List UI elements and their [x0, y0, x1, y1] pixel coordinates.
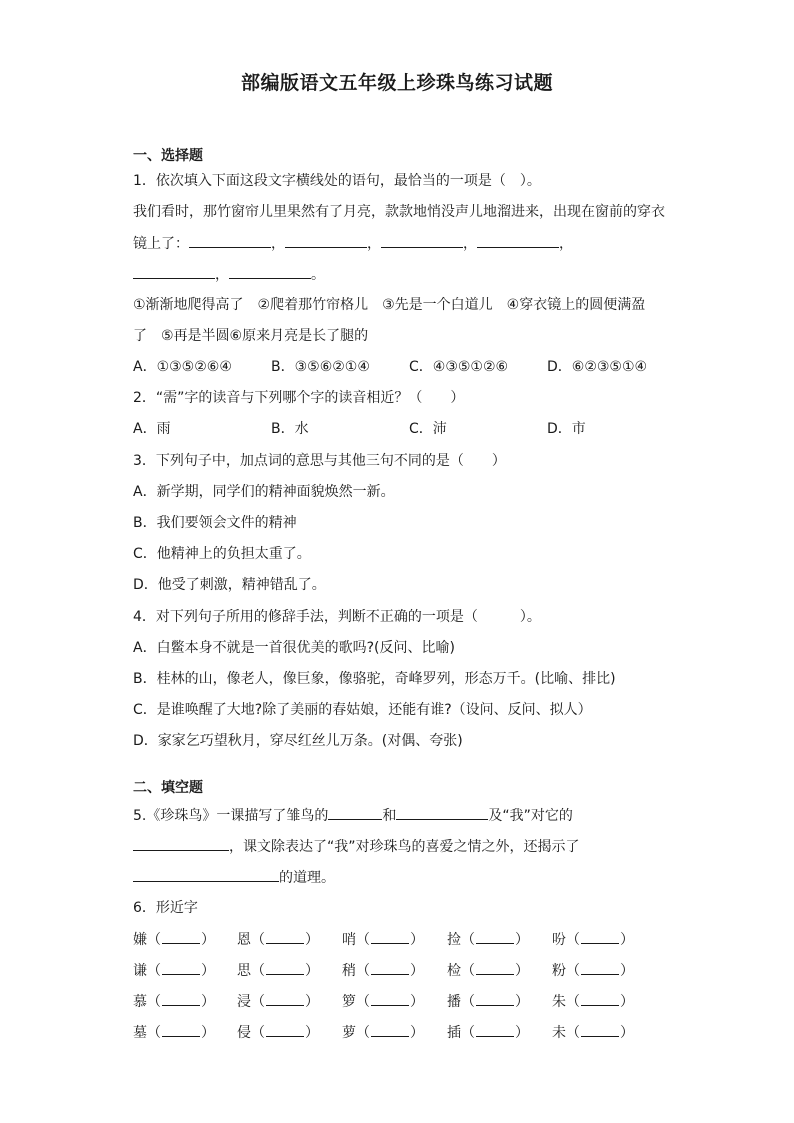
char-label: 谦	[133, 963, 147, 979]
pinyin-blank[interactable]	[162, 991, 200, 1006]
pinyin-blank[interactable]	[581, 960, 619, 975]
q1-sentences-line1: ①渐渐地爬得高了 ②爬着那竹帘格儿 ③先是一个白道儿 ④穿衣镜上的圆便满盈	[133, 297, 646, 313]
answer-blank[interactable]	[189, 233, 271, 248]
char-cell: 墓（ ）	[133, 1022, 215, 1043]
char-label: 未	[552, 1025, 566, 1041]
pinyin-blank[interactable]	[581, 991, 619, 1006]
char-label: 浸	[237, 994, 251, 1010]
pinyin-blank[interactable]	[371, 929, 409, 944]
char-cell: 慕（ ）	[133, 991, 215, 1012]
q4-option-b[interactable]: B．桂林的山，像老人，像巨象，像骆驼，奇峰罗列，形态万千。(比喻、排比)	[133, 671, 616, 687]
q4-option-c[interactable]: C．是谁唤醒了大地?除了美丽的春姑娘，还能有谁?（设问、反问、拟人）	[133, 702, 592, 718]
answer-blank[interactable]	[381, 233, 463, 248]
char-label: 吩	[552, 932, 566, 948]
char-label: 插	[447, 1025, 461, 1041]
char-label: 嫌	[133, 932, 147, 948]
char-label: 慕	[133, 994, 147, 1010]
q5-line1: 5.《珍珠鸟》一课描写了雏鸟的 和 及“我”对它的	[133, 805, 573, 826]
q3-option-d[interactable]: D．他受了刺激，精神错乱了。	[133, 577, 326, 593]
q4-option-d[interactable]: D．家家乞巧望秋月，穿尽红丝儿万条。(对偶、夸张)	[133, 733, 463, 749]
pinyin-blank[interactable]	[476, 991, 514, 1006]
q2-option-a[interactable]: A．雨	[133, 421, 171, 437]
answer-blank[interactable]	[133, 836, 229, 851]
char-label: 墓	[133, 1025, 147, 1041]
q3-option-b[interactable]: B．我们要领会文件的精神	[133, 515, 297, 531]
q1-sentences-line2: 了 ⑤再是半圆⑥原来月亮是长了腿的	[133, 328, 369, 344]
char-label: 恩	[237, 932, 251, 948]
char-cell: 萝（ ）	[342, 1022, 424, 1043]
char-label: 箩	[342, 994, 356, 1010]
q3-stem: 3．下列句子中，加点词的意思与其他三句不同的是（ ）	[133, 453, 506, 469]
char-label: 哨	[342, 932, 356, 948]
q3-option-c[interactable]: C．他精神上的负担太重了。	[133, 546, 311, 562]
char-cell: 浸（ ）	[237, 991, 319, 1012]
char-cell: 箩（ ）	[342, 991, 424, 1012]
char-cell: 插（ ）	[447, 1022, 529, 1043]
q4-option-a[interactable]: A．白鳖本身不就是一首很优美的歌吗?(反问、比喻)	[133, 640, 455, 656]
q1-stem: 1．依次填入下面这段文字横线处的语句，最恰当的一项是（ ）。	[133, 173, 541, 189]
pinyin-blank[interactable]	[581, 1022, 619, 1037]
char-label: 萝	[342, 1025, 356, 1041]
q2-option-c[interactable]: C．沛	[409, 421, 447, 437]
char-label: 播	[447, 994, 461, 1010]
answer-blank[interactable]	[133, 264, 215, 279]
char-cell: 检（ ）	[447, 960, 529, 981]
q2-option-d[interactable]: D．市	[547, 421, 586, 437]
q1-option-c[interactable]: C．④③⑤①②⑥	[409, 359, 509, 375]
char-cell: 嫌（ ）	[133, 929, 215, 950]
char-cell: 谦（ ）	[133, 960, 215, 981]
pinyin-blank[interactable]	[162, 929, 200, 944]
char-cell: 稍（ ）	[342, 960, 424, 981]
char-cell: 粉（ ）	[552, 960, 634, 981]
section-heading-fill: 二、填空题	[133, 780, 203, 796]
char-cell: 播（ ）	[447, 991, 529, 1012]
section-heading-choice: 一、选择题	[133, 148, 203, 164]
q1-option-d[interactable]: D．⑥②③⑤①④	[547, 359, 648, 375]
q1-option-a[interactable]: A．①③⑤②⑥④	[133, 359, 232, 375]
q5-line3: 的道理。	[133, 867, 335, 888]
char-cell: 捡（ ）	[447, 929, 529, 950]
char-cell: 朱（ ）	[552, 991, 634, 1012]
answer-blank[interactable]	[285, 233, 367, 248]
answer-blank[interactable]	[133, 867, 279, 882]
q1-passage-line1: 我们看时，那竹窗帘儿里果然有了月亮，款款地悄没声儿地溜进来，出现在窗前的穿衣	[133, 204, 665, 220]
char-label: 检	[447, 963, 461, 979]
char-label: 朱	[552, 994, 566, 1010]
pinyin-blank[interactable]	[371, 960, 409, 975]
char-label: 捡	[447, 932, 461, 948]
q5-line2: ，课文除表达了“我”对珍珠鸟的喜爱之情之外，还揭示了	[133, 836, 580, 857]
q6-stem: 6．形近字	[133, 900, 198, 916]
pinyin-blank[interactable]	[162, 960, 200, 975]
char-cell: 哨（ ）	[342, 929, 424, 950]
char-cell: 侵（ ）	[237, 1022, 319, 1043]
pinyin-blank[interactable]	[266, 1022, 304, 1037]
answer-blank[interactable]	[477, 233, 559, 248]
q1-passage-line3: ， 。	[133, 264, 325, 285]
q2-option-b[interactable]: B．水	[271, 421, 309, 437]
pinyin-blank[interactable]	[266, 929, 304, 944]
char-label: 稍	[342, 963, 356, 979]
q3-option-a[interactable]: A．新学期，同学们的精神面貌焕然一新。	[133, 484, 395, 500]
pinyin-blank[interactable]	[476, 929, 514, 944]
char-cell: 吩（ ）	[552, 929, 634, 950]
char-cell: 未（ ）	[552, 1022, 634, 1043]
pinyin-blank[interactable]	[162, 1022, 200, 1037]
pinyin-blank[interactable]	[371, 1022, 409, 1037]
char-cell: 思（ ）	[237, 960, 319, 981]
answer-blank[interactable]	[328, 805, 382, 820]
char-label: 思	[237, 963, 251, 979]
pinyin-blank[interactable]	[266, 991, 304, 1006]
answer-blank[interactable]	[229, 264, 311, 279]
q1-option-b[interactable]: B．③⑤⑥②①④	[271, 359, 370, 375]
pinyin-blank[interactable]	[476, 960, 514, 975]
char-cell: 恩（ ）	[237, 929, 319, 950]
pinyin-blank[interactable]	[266, 960, 304, 975]
char-label: 侵	[237, 1025, 251, 1041]
char-label: 粉	[552, 963, 566, 979]
answer-blank[interactable]	[396, 805, 488, 820]
pinyin-blank[interactable]	[476, 1022, 514, 1037]
q4-stem: 4．对下列句子所用的修辞手法，判断不正确的一项是（ ）。	[133, 609, 541, 625]
pinyin-blank[interactable]	[371, 991, 409, 1006]
q2-stem: 2．“需”字的读音与下列哪个字的读音相近？（ ）	[133, 390, 465, 406]
q1-passage-line2: 镜上了： ， ， ， ，	[133, 233, 573, 254]
page-title: 部编版语文五年级上珍珠鸟练习试题	[240, 72, 553, 94]
pinyin-blank[interactable]	[581, 929, 619, 944]
